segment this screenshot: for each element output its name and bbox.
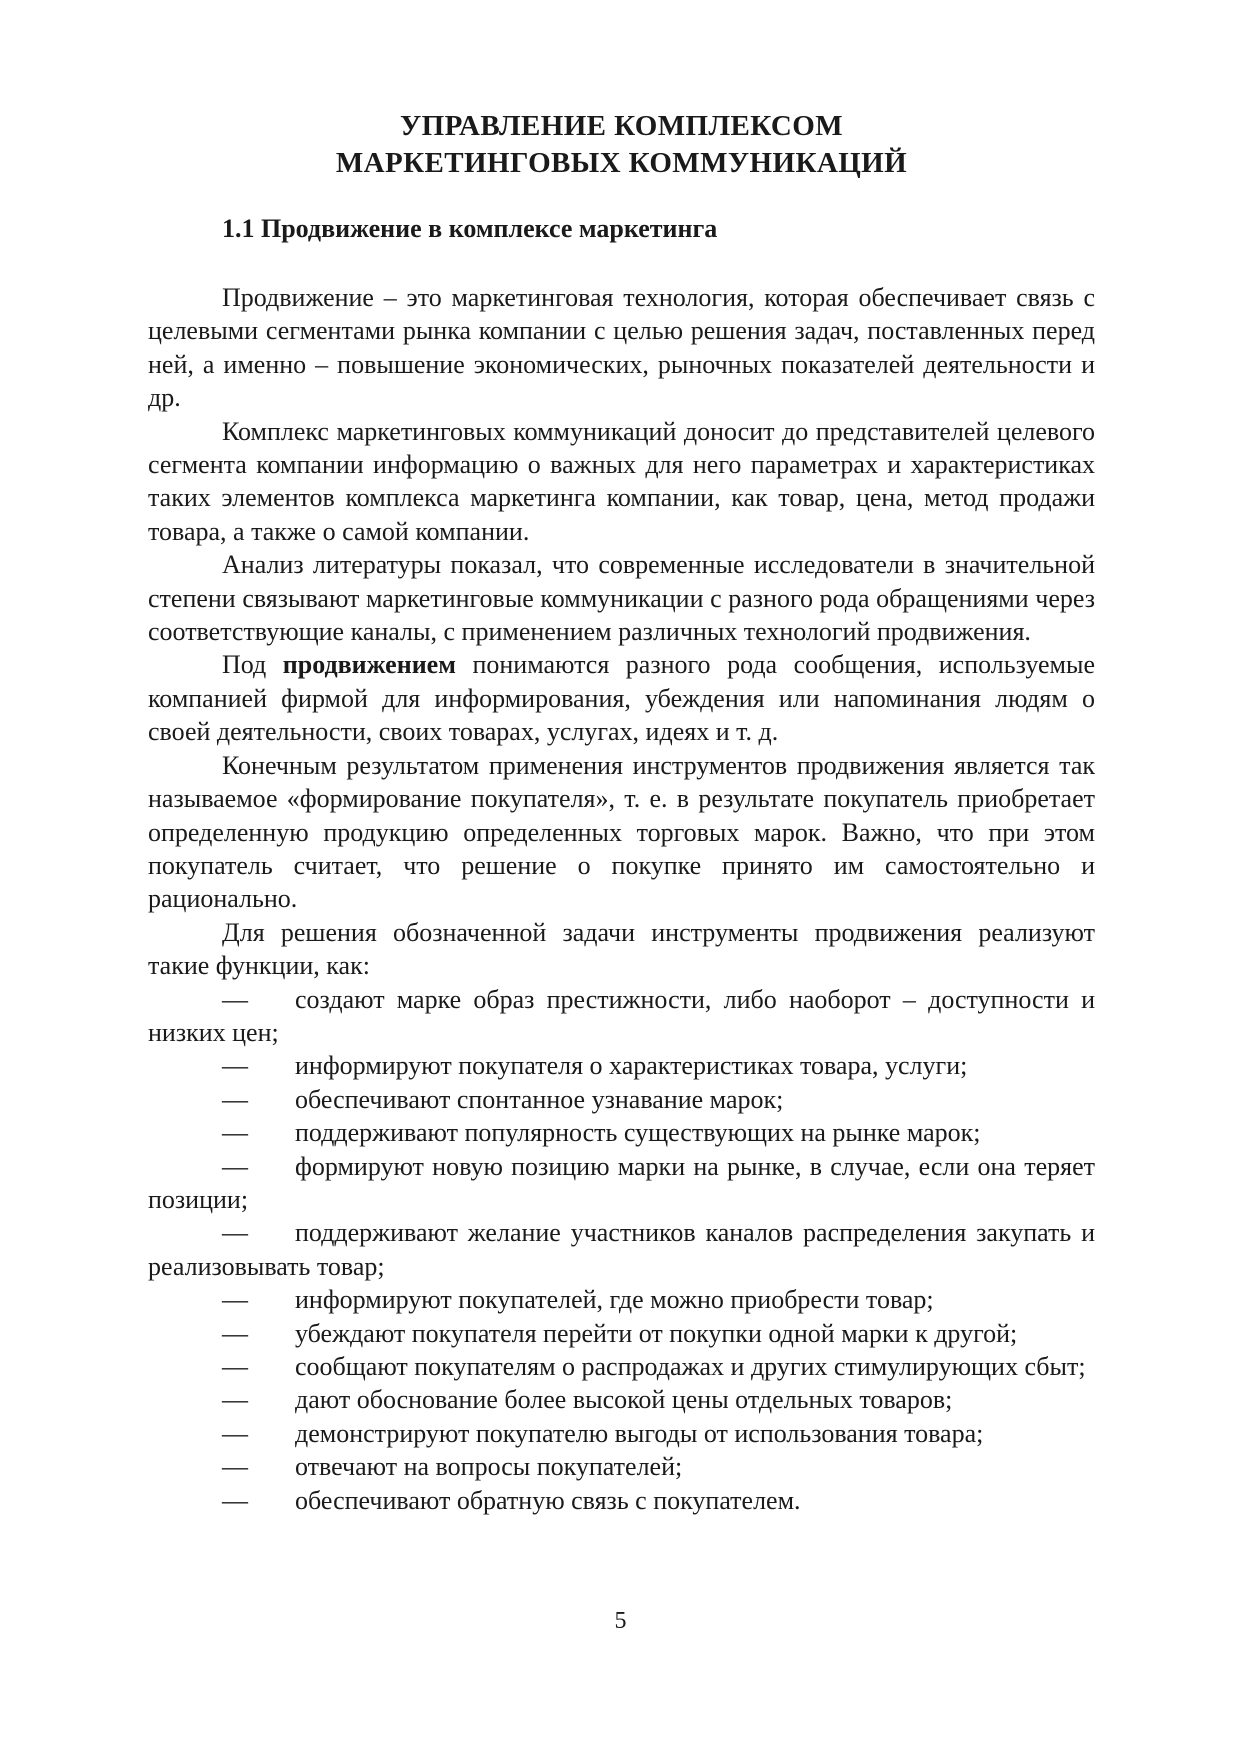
paragraph-text: понимаются разного рода сообщения, используемые компанией фирмой для информирования, убеждения или напоминания людям о своей деятельности, своих товарах, услугах, идеях и т. д. xyxy=(148,650,1096,747)
list-item xyxy=(148,1083,1095,1116)
dash-bullet: — xyxy=(222,1352,248,1381)
list-item xyxy=(148,1383,1095,1416)
bold-term: продвижением xyxy=(282,650,456,680)
list-item-text: отвечают на вопросы покупателей; xyxy=(295,1452,683,1482)
document-page xyxy=(148,108,1095,1517)
list-item xyxy=(148,983,1095,1050)
dash-bullet: — xyxy=(222,1218,248,1248)
dash-bullet: — xyxy=(222,1385,248,1415)
list-item-text: информируют покупателя о характеристиках товара, услуги; xyxy=(295,1051,968,1081)
list-item-text: демонстрируют покупателю выгоды от использования товара; xyxy=(295,1418,984,1448)
list-item xyxy=(148,1350,1095,1383)
list-item xyxy=(148,1116,1095,1149)
page-number: 5 xyxy=(614,1608,627,1634)
chapter-title xyxy=(148,108,1095,182)
list-item-text: обеспечивают спонтанное узнавание марок; xyxy=(295,1084,784,1114)
dash-bullet: — xyxy=(222,1418,248,1448)
list-item xyxy=(148,1283,1095,1316)
dash-bullet: — xyxy=(222,1452,248,1482)
paragraph: Продвижение – это маркетинговая технология, которая обеспечивает связь с целевыми сегментами рынка компании с целью решения задач, поставленных перед ней, а именно – повышение экономических, рыночных показателей деятельности и др. xyxy=(148,283,1095,413)
chapter-title-line-2: МАРКЕТИНГОВЫХ КОММУНИКАЦИЙ xyxy=(335,147,908,179)
dash-bullet: — xyxy=(222,1485,248,1515)
body-text xyxy=(148,281,1095,1517)
list-item xyxy=(148,1450,1095,1483)
dash-bullet: — xyxy=(222,1118,248,1148)
list-item xyxy=(148,1049,1095,1082)
list-item-text: убеждают покупателя перейти от покупки одной марки к другой; xyxy=(295,1318,1018,1348)
list-item-text: обеспечивают обратную связь с покупателем. xyxy=(295,1485,801,1515)
list-item-text: поддерживают желание участников каналов распределения закупать и реализовывать товар; xyxy=(148,1218,1095,1281)
paragraph-definition xyxy=(148,648,1095,748)
paragraph: Для решения обозначенной задачи инструменты продвижения реализуют такие функции, как: xyxy=(148,917,1095,981)
section-heading: 1.1 Продвижение в комплексе маркетинга xyxy=(222,214,718,243)
dash-bullet: — xyxy=(222,1151,248,1181)
list-item-text: дают обоснование более высокой цены отдельных товаров; xyxy=(295,1385,953,1415)
dash-bullet: — xyxy=(222,1285,248,1315)
list-item xyxy=(148,1484,1095,1517)
paragraph: Комплекс маркетинговых коммуникаций доносит до представителей целевого сегмента компании информацию о важных для него параметрах и характеристиках таких элементов комплекса маркетинга компании, как товар, цена, метод продажи товара, а также о самой компании. xyxy=(148,416,1095,546)
paragraph: Анализ литературы показал, что современные исследователи в значительной степени связывают маркетинговые коммуникации с разного рода обращениями через соответствующие каналы, с применением различных технологий продвижения. xyxy=(148,550,1095,647)
chapter-title-line-1: УПРАВЛЕНИЕ КОМПЛЕКСОМ xyxy=(399,110,843,142)
dash-bullet: — xyxy=(222,1084,248,1114)
paragraph-text: Под xyxy=(222,650,283,680)
functions-list xyxy=(148,983,1095,1518)
list-item-text: создают марке образ престижности, либо наоборот – доступности и низких цен; xyxy=(148,984,1095,1047)
list-item-text: поддерживают популярность существующих на рынке марок; xyxy=(295,1118,981,1148)
dash-bullet: — xyxy=(222,1318,248,1348)
paragraph: Конечным результатом применения инструментов продвижения является так называемое «формирование покупателя», т. е. в результате покупатель приобретает определенную продукцию определенных торговых марок. Важно, что при этом покупатель считает, что решение о покупке принято им самостоятельно и рационально. xyxy=(148,750,1095,914)
list-item xyxy=(148,1216,1095,1283)
dash-bullet: — xyxy=(222,1051,248,1081)
dash-bullet: — xyxy=(222,984,248,1014)
list-item xyxy=(148,1150,1095,1217)
list-item-text: сообщают покупателям о распродажах и других стимулирующих сбыт; xyxy=(295,1352,1086,1381)
list-item-text: формируют новую позицию марки на рынке, в случае, если она теряет позиции; xyxy=(148,1151,1095,1214)
list-item xyxy=(148,1317,1095,1350)
list-item-text: информируют покупателей, где можно приобрести товар; xyxy=(295,1285,934,1315)
list-item xyxy=(148,1417,1095,1450)
